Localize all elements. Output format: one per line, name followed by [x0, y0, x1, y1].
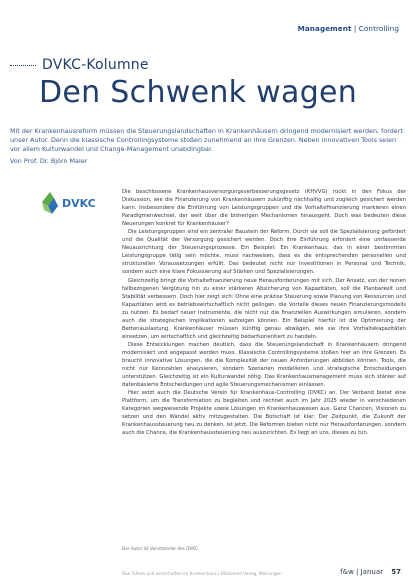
kicker-dots — [10, 65, 36, 66]
body-paragraph: Die beschlossene Krankenhausversorgungsverbesserungsgesetz (KHVVG) rückt in den Fokus der Diskussion, wie die Finanzierung von Krankenhäusern zukünftig nachhaltig und zugleich gesichert werden kann. Insbesondere die Einführung von Leistungsgruppen und die Vorhaltefinanzierung markieren einen Paradigmenwechsel, der weit über die bisherigen Mechanismen hinausgeht. Doch was bedeuten diese Neuerungen konkret für Krankenhäuser? — [122, 189, 406, 228]
article-lead: Mit der Krankenhausreform müssen die Steuerungslandschaften in Krankenhäusern dringend modernisiert werden, fordert unser Autor. Denn die klassische Controllingsysteme stoßen zunehmend an ihre Grenzen. Neben innovativen Tools seien vor allem Kulturwandel und Change-Management unabdingbar. — [10, 127, 403, 153]
dvkc-logo — [40, 186, 108, 220]
header-separator: | — [353, 24, 357, 33]
author-footnote: Der Autor ist Vorsitzender des DVKC. — [122, 546, 200, 551]
article-body — [122, 188, 406, 437]
kicker-label: DVKC-Kolumne — [42, 57, 149, 73]
body-paragraph: Gleichzeitig bringt die Vorhaltefinanzierung neue Herausforderungen mit sich. Der Ansatz, von der reinen fallbezogenen Vergütung hin zu einer stärkeren Absicherung von Kapazitäten, soll die Planbarkeit und Stabilität verbessern. Doch hier zeigt sich: Ohne eine präzise Steuerung sowie Planung von Ressourcen und Kapazitäten wird es betriebswirtschaftlich nicht gelingen, die Vorteile dieses neuen Finanzierungsmodells zu nutzen. Es bedarf neuer Instrumente, die nicht nur die finanziellen Auswirkungen simulieren, sondern auch die strategischen Implikationen aufzeigen können. Ein Beispiel hierfür ist die Optimierung der Bettenauslastung. Krankenhäuser müssen künftig genau abwägen, wie sie ihre Vorhaltekapazitäten einsetzen, um wirtschaftlich und gleichzeitig bedarfsorientiert zu handeln. — [122, 277, 406, 340]
body-paragraph: Die Leistungsgruppen sind ein zentraler Baustein der Reform. Durch sie soll die Spezialisierung gefördert und die Qualität der Versorgung gesichert werden. Doch ihre Einführung erfordert eine umfassende Neuausrichtung der Steuerungsprozesse. Ein Beispiel: Ein Krankenhaus, das in einer bestimmten Leistungsgruppe tätig sein möchte, muss nachweisen, dass es die entsprechenden personellen und strukturellen Voraussetzungen erfüllt. Das bedeutet nicht nur Investitionen in Personal und Technik, sondern auch eine klare Fokussierung auf Stärken und Spezialisierungen. — [122, 229, 406, 276]
header-subsection: Controlling — [358, 24, 399, 33]
dvkc-logo-mark — [40, 186, 108, 220]
article-kicker — [10, 57, 149, 73]
page-number: 57 — [391, 568, 401, 576]
article-author: Von Prof. Dr. Björn Maier — [10, 157, 88, 165]
article-title: Den Schwenk wagen — [39, 75, 358, 110]
body-paragraph: Diese Entwicklungen machen deutlich, dass die Steuerungslandschaft in Krankenhäusern dringend modernisiert und angepasst werden muss. Klassische Controllingsysteme stoßen hier an ihre Grenzen. Es braucht innovative Lösungen, die die Komplexität der neuen Anforderungen abbilden können. Tools, die nicht nur Kennzahlen analysieren, sondern Szenarien modellieren und strategische Entscheidungen unterstützen. Gleichzeitig ist ein Kulturwandel nötig. Das Krankenhausmanagement muss sich stärker auf datenbasierte Entscheidungen und agile Steuerungsmechanismen einlassen. — [122, 341, 406, 389]
logo-text: DVKC — [62, 197, 96, 210]
page-info — [340, 568, 401, 576]
issue-label: f&w | Januar — [340, 568, 384, 576]
section-header — [298, 24, 399, 33]
header-section: Management — [297, 24, 352, 33]
copyright-line: f&w führen und wirtschaften im Krankenhaus | Bibliomed Verlag, Melsungen — [122, 571, 282, 576]
body-paragraph: Hier setzt auch die Deutsche Verein für Krankenhaus-Controlling (DVKC) an. Der Verband bietet eine Plattform, um die Transformation zu begleiten und rechnet auch im Jahr 2025 wieder in verschiedenen Kategorien wegweisende Projekte sowie Lösungen im Krankenhauswesen aus. Ganz Chancen, Visionen zu setzen und den Wandel aktiv mitzugestalten. Die Botschaft ist klar: Der Zeitpunkt, die Zukunft der Krankenhaussteuerung neu zu denken, ist jetzt. Die Reformen bieten nicht nur Herausforderungen, sondern auch die Chance, die Krankenhaussteuerung neu auszurichten. Es liegt an uns, dieses zu tun. — [122, 390, 406, 437]
